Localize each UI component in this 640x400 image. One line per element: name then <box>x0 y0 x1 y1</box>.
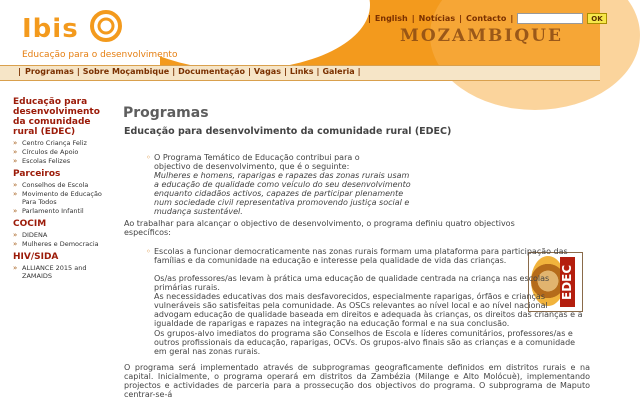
sidebar-item-escolas-felizes[interactable]: » Escolas Felizes <box>13 157 113 165</box>
news-link[interactable]: Notícias <box>418 14 456 23</box>
sidebar-heading-hiv-sida[interactable]: HIV/SIDA <box>13 252 59 262</box>
bullet-icon: ◦ <box>146 247 151 256</box>
sidebar-heading-cocim[interactable]: COCIM <box>13 219 47 229</box>
sidebar <box>0 97 113 281</box>
sidebar-item-circulos-de-apoio[interactable]: » Círculos de Apoio <box>13 148 113 156</box>
sidebar-section-parceiros <box>0 169 113 215</box>
nav-programas[interactable]: Programas <box>25 67 74 76</box>
ibis-logo-icon <box>84 8 124 48</box>
sidebar-heading-parceiros[interactable]: Parceiros <box>13 169 61 179</box>
sidebar-section-cocim <box>0 219 113 248</box>
intro-text: O Programa Temático de Educação contribui para o objectivo de desenvolvimento, que é o seguinte: <box>154 153 360 172</box>
nav-links[interactable]: Links <box>289 67 314 76</box>
objectives-intro: Ao trabalhar para alcançar o objectivo de desenvolvimento, o programa definiu quatro objectivos específicos: <box>124 219 515 238</box>
sidebar-heading-edec[interactable]: Educação para desenvolvimento da comunidade rural (EDEC) <box>13 97 100 137</box>
header <box>0 0 603 65</box>
sidebar-item-centro-crianca-feliz[interactable]: » Centro Criança Feliz <box>13 139 113 147</box>
english-link[interactable]: English <box>374 14 408 23</box>
ibis-logo[interactable]: Ibis <box>22 14 79 44</box>
closing-paragraph: O programa será implementado através de subprogramas geograficamente definidos em distritos rurais e na capital. Inicialmente, o programa operará em distritos da Zambézia (Milange e Alto Molócuè), implementando projectos e actividades de parceria para a prossecução dos objectivos do programa. O subprograma de Maputo centrar-se-á <box>124 363 590 400</box>
nav-sobre-mocambique[interactable]: Sobre Moçambique <box>82 67 170 76</box>
objective-3: As necessidades educativas dos mais desfavorecidos, especialmente raparigas, órfãos e crianças vulneráveis são satisfeitas pela comunidade. As OSCs relevantes ao nível local e ao nível nacional advogam educação de qualidade baseada em direitos e adequada às crianças, os direitos das crianças e a igualdade de raparigas e rapazes na integração na educação formal e na sua conclusão. <box>154 292 583 329</box>
utility-links: | English | Notícias | Contacto | OK <box>368 13 607 24</box>
sidebar-item-mulheres-democracia[interactable]: » Mulheres e Democracia <box>13 240 113 248</box>
nav-documentacao[interactable]: Documentação <box>178 67 245 76</box>
bullet-icon: ◦ <box>146 153 151 162</box>
sidebar-section-edec <box>0 97 113 165</box>
objective-1: Escolas a funcionar democraticamente nas zonas rurais formam uma plataforma para participação das famílias e da comunidade na educação e interesse pela qualidade de vida das crianças. <box>154 247 568 266</box>
tagline: Educação para o desenvolvimento <box>22 50 178 60</box>
sidebar-item-parlamento-infantil[interactable]: » Parlamento Infantil <box>13 207 113 215</box>
objective-4: Os grupos-alvo imediatos do programa são Conselhos de Escola e líderes comunitários, professores/as e outros profissionais da educação, raparigas, OCVs. Os grupos-alvo finais são as crianças e a comunidade em geral nas zonas rurais. <box>154 329 576 357</box>
search-input[interactable] <box>517 13 583 24</box>
main-navigation: | Programas | Sobre Moçambique | Documentação | Vagas | Links | Galeria | <box>0 65 600 81</box>
development-objective: Mulheres e homens, raparigas e rapazes das zonas rurais usam a educação de qualidade como veículo do seu desenvolvimento enquanto cidadãos activos, capazes de participar plenamente num sociedade civil representativa promovendo justiça social e mudança sustentável. <box>154 171 411 217</box>
page-title: Programas <box>123 105 209 121</box>
search-button[interactable]: OK <box>587 13 606 24</box>
nav-vagas[interactable]: Vagas <box>253 67 281 76</box>
sidebar-item-alliance-2015[interactable]: » ALLIANCE 2015 and ZAMAIDS <box>13 264 113 280</box>
sidebar-item-movimento-educacao[interactable]: » Movimento de Educação Para Todos <box>13 190 113 206</box>
sidebar-item-conselhos-de-escola[interactable]: » Conselhos de Escola <box>13 181 113 189</box>
objective-2: Os/as professores/as levam à prática uma educação de qualidade centrada na criança nas escolas primárias rurais. <box>154 274 550 293</box>
sidebar-item-didena[interactable]: » DIDENA <box>13 231 113 239</box>
page-subtitle: Educação para desenvolvimento da comunidade rural (EDEC) <box>124 126 452 137</box>
edec-label: EDEC <box>560 257 575 307</box>
contact-link[interactable]: Contacto <box>466 14 507 23</box>
nav-galeria[interactable]: Galeria <box>322 67 355 76</box>
sidebar-section-hiv-sida <box>0 252 113 280</box>
country-title: MOZAMBIQUE <box>400 26 563 46</box>
